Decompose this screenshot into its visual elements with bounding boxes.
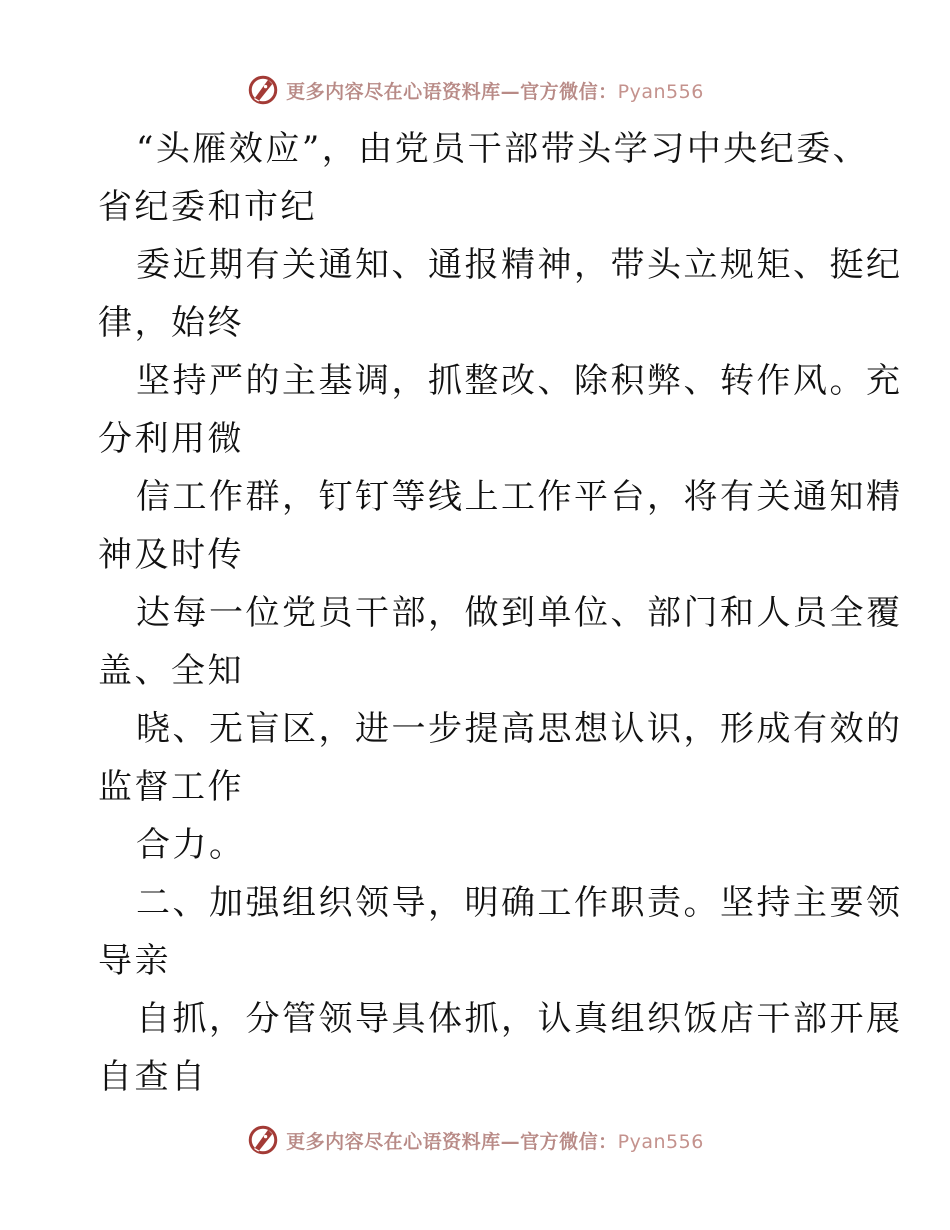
body-line: 省纪委和市纪	[98, 187, 317, 227]
body-line: 晓、无盲区，进一步提高思想认识，形成有效的	[136, 709, 903, 749]
watermark-handle: Pyan556	[617, 1130, 704, 1153]
body-line: 分利用微	[98, 419, 244, 459]
body-line: 盖、全知	[98, 651, 244, 691]
body-line: 信工作群，钉钉等线上工作平台，将有关通知精	[136, 477, 903, 517]
body-line: 坚持严的主基调，抓整改、除积弊、转作风。充	[136, 361, 903, 401]
body-line: 律，始终	[98, 303, 244, 343]
body-line: 合力。	[136, 825, 246, 865]
watermark-text: 更多内容尽在心语资料库—官方微信：Pyan556	[286, 80, 704, 103]
document-body	[98, 120, 903, 1106]
body-line: 监督工作	[98, 767, 244, 807]
watermark-handle: Pyan556	[617, 80, 704, 103]
body-line: 自抓，分管领导具体抓，认真组织饭店干部开展	[136, 999, 903, 1039]
body-line: 神及时传	[98, 535, 244, 575]
body-line: 自查自	[98, 1057, 208, 1097]
body-line: 二、加强组织领导，明确工作职责。坚持主要领	[136, 883, 903, 923]
watermark-text: 更多内容尽在心语资料库—官方微信：Pyan556	[286, 1130, 704, 1153]
body-line: 达每一位党员干部，做到单位、部门和人员全覆	[136, 593, 903, 633]
pen-nib-circle-icon	[246, 73, 280, 107]
body-line: “头雁效应”，由党员干部带头学习中央纪委、	[136, 129, 870, 169]
header-watermark	[0, 70, 950, 110]
body-line: 委近期有关通知、通报精神，带头立规矩、挺纪	[136, 245, 903, 285]
body-line: 导亲	[98, 941, 171, 981]
pen-nib-circle-icon	[246, 1123, 280, 1157]
footer-watermark	[0, 1120, 950, 1160]
